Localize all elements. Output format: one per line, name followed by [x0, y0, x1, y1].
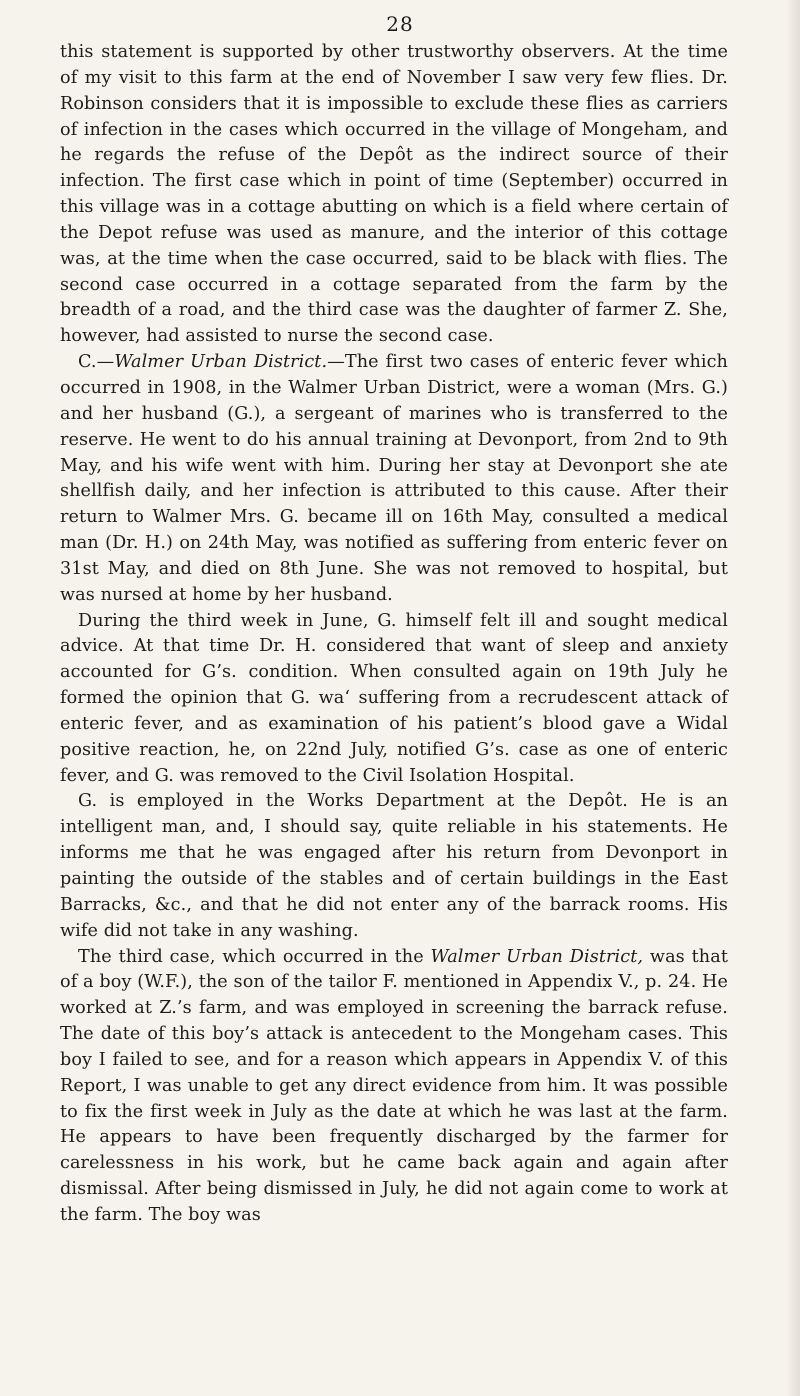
paragraph-text: During the third week in June, G. himself felt ill and sought medical advice. At that time Dr. H. considered that want of sleep and anxiety accounted for G’s. condition. When consulted again on 19th July he formed the opinion that G. wa‘ suffering from a recrudescent attack of enteric fever, and as examination of his patient’s blood gave a Widal positive reaction, he, on 22nd July, notified G’s. case as one of enteric fever, and G. was removed to the Civil Isolation Hospital.: [60, 610, 728, 786]
paragraph-text-lead: The third case, which occurred in the: [78, 946, 431, 967]
paragraph-text: —The first two cases of enteric fever which occurred in 1908, in the Walmer Urban District, were a woman (Mrs. G.) and her husband (G.), a sergeant of marines who is transferred to the reserve. He went to do his annual training at Devonport, from 2nd to 9th May, and his wife went with him. During her stay at Devonport she ate shellfish daily, and her infection is attributed to this cause. After their return to Walmer Mrs. G. became ill on 16th May, consulted a medical man (Dr. H.) on 24th May, was notified as suffering from enteric fever on 31st May, and died on 8th June. She was not removed to hospital, but was nursed at home by her husband.: [60, 352, 728, 605]
body-text: [60, 40, 728, 1229]
district-name: Walmer Urban District,: [430, 946, 644, 967]
paragraph-text: was that of a boy (W.F.), the son of the tailor F. mentioned in Appendix V., p. 24. He worked at Z.’s farm, and was employed in screening the barrack refuse. The date of this boy’s attack is antecedent to the Mongeham cases. This boy I failed to see, and for a reason which appears in Appendix V. of this Report, I was unable to get any direct evidence from him. It was possible to fix the first week in July as the date at which he was last at the farm. He appears to have been frequently discharged by the farmer for carelessness in his work, but he came back again and again after dismissal. After being dismissed in July, he did not again come to work at the farm. The boy was: [60, 946, 728, 1225]
paragraph: [60, 789, 728, 944]
page-edge-shadow: [786, 0, 800, 1396]
page-number: 28: [386, 12, 414, 36]
section-heading: Walmer Urban District.: [114, 352, 328, 373]
paragraph: [60, 945, 728, 1229]
paragraph: [60, 609, 728, 790]
paragraph: [60, 350, 728, 608]
section-marker: C.—: [78, 352, 115, 373]
paragraph-text: this statement is supported by other trustworthy observers. At the time of my visit to this farm at the end of November I saw very few flies. Dr. Robinson considers that it is impossible to exclude these flies as carriers of infection in the cases which occurred in the village of Mongeham, and he regards the refuse of the Depôt as the indirect source of their infection. The first case which in point of time (September) occurred in this village was in a cottage abutting on which is a field where certain of the Depot refuse was used as manure, and the interior of this cottage was, at the time when the case occurred, said to be black with flies. The second case occurred in a cottage separated from the farm by the breadth of a road, and the third case was the daughter of farmer Z. She, however, had assisted to nurse the second case.: [60, 42, 728, 347]
paragraph: [60, 40, 728, 350]
paragraph-text: G. is employed in the Works Department at the Depôt. He is an intelligent man, and, I should say, quite reliable in his statements. He informs me that he was engaged after his return from Devonport in painting the outside of the stables and of certain buildings in the East Barracks, &c., and that he did not enter any of the barrack rooms. His wife did not take in any washing.: [60, 791, 728, 941]
